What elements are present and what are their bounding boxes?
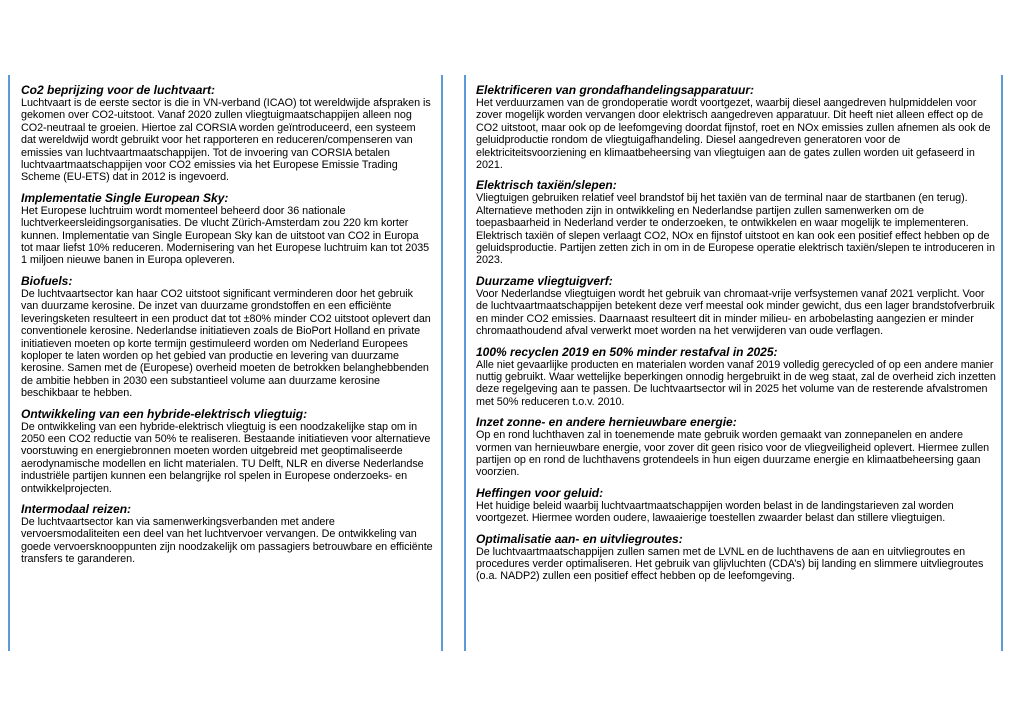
left-column bbox=[21, 84, 433, 574]
section-heading: Co2 beprijzing voor de luchtvaart: bbox=[21, 83, 216, 97]
middle-rule-left bbox=[441, 75, 443, 651]
section-heading: Ontwikkeling van een hybride-elektrisch vliegtuig: bbox=[21, 406, 308, 421]
section-text: De luchtvaartmaatschappijen zullen samen met de LVNL en de luchthavens de aan en uitvliegroutes en procedures verder optimaliseren. Het gebruik van glijvluchten (CDA’s) bij landing en slimmere uitvliegroutes (o.a. NADP2) zullen een positief effect hebben op de leefomgeving. bbox=[476, 545, 984, 583]
section-text: Het Europese luchtruim wordt momenteel beheerd door 36 nationale luchtverkeersleidingsorganisaties. De vlucht Zürich-Amsterdam zou 220 km korter kunnen. Implementatie van Single European Sky kan de uitstoot van CO2 in Europa tot maar liefst 10% reduceren. Modernisering van het Europese luchtruim kan tot 2035 1 miljoen nieuwe banen in Europa opleveren. bbox=[21, 204, 430, 267]
section-single-european-sky bbox=[21, 192, 433, 267]
section-heading: Elektrificeren van grondafhandelingsapparatuur: bbox=[476, 83, 755, 97]
section-heading: Heffingen voor geluid: bbox=[476, 485, 604, 500]
section-intermodaal-reizen bbox=[21, 503, 433, 566]
section-text: Het huidige beleid waarbij luchtvaartmaatschappijen worden belast in de landingstarieven zal worden voortgezet. Hiermee worden oudere, lawaaierige toestellen zwaarder belast dan stillere vliegtuigen. bbox=[476, 499, 954, 525]
section-biofuels bbox=[21, 275, 433, 400]
section-text: Alle niet gevaarlijke producten en materialen worden vanaf 2019 volledig gerecycled of op een andere manier nuttig gebruikt. Waar wettelijke beperkingen onnodig hergebruikt in de weg staat, zal de overheid zich inzetten deze regelgeving aan te passen. De luchtvaartsector wil in 2025 het volume van de resterende afvalstromen met 50% reduceren t.o.v. 2010. bbox=[476, 358, 996, 408]
section-elektrisch-taxien bbox=[476, 179, 996, 266]
section-text: Voor Nederlandse vliegtuigen wordt het gebruik van chromaat-vrije verfsystemen vanaf 2021 verplicht. Voor de luchtvaartmaatschappijen betekent deze verf meestal ook minder gewicht, dus een lager brandstofverbruik en minder CO2 emissies. Daarnaast resulteert dit in minder milieu- en arbobelasting aangezien er minder chromaathoudend afval verwerkt moet worden na het verwijderen van oude verflagen. bbox=[476, 287, 995, 338]
right-column-rule bbox=[1001, 75, 1003, 651]
section-text: De luchtvaartsector kan via samenwerkingsverbanden met andere vervoersmodaliteiten een deel van het luchtvervoer vervangen. De ontwikkeling van goede vervoersknooppunten zijn noodzakelijk om passagiers betrouwbare en efficiënte transfers te garanderen. bbox=[21, 515, 433, 566]
section-text: Op en rond luchthaven zal in toenemende mate gebruik worden gemaakt van zonnepanelen en andere vormen van hernieuwbare energie, voor zover dit geen risico voor de vliegveiligheid oplevert. Hiermee zullen partijen op en rond de luchthavens grotendeels in hun eigen duurzame energie en klimaatbeheersing gaan voorzien. bbox=[476, 429, 990, 479]
section-text: De ontwikkeling van een hybride-elektrisch vliegtuig is een noodzakelijke stap om in 2050 een CO2 reductie van 50% te realiseren. Bestaande initiatieven voor alternatieve voorstuwing en energiebronnen moeten worden uitgebreid met geoptimaliseerde aerodynamische modellen en licht materialen. TU Delft, NLR en diverse Nederlandse industriële partijen kunnen een belangrijke rol spelen in Europese onderzoeks- en ontwikkelprojecten. bbox=[21, 420, 431, 495]
section-vliegtuigverf bbox=[476, 275, 996, 338]
section-hernieuwbare-energie bbox=[476, 416, 996, 479]
section-heading: Duurzame vliegtuigverf: bbox=[476, 273, 613, 288]
section-text: De luchtvaartsector kan haar CO2 uitstoot significant verminderen door het gebruik van duurzame kerosine. De inzet van duurzame grondstoffen en een efficiënte leveringsketen resulteert in een product dat tot ±80% minder CO2 uitstoot oplevert dan conventionele kerosine. Nederlandse initiatieven zoals de BioPort Holland en private initiatieven moeten op korte termijn gestimuleerd worden om Nederland Europees koploper te laten worden op het gebied van productie en levering van duurzame kerosine. Samen met de (Europese) overheid moeten de betrokken belanghebbenden de ambitie hebben in 2030 een substantieel volume aan duurzame kerosine beschikbaar te hebben. bbox=[21, 287, 431, 400]
left-column-rule bbox=[8, 75, 10, 651]
section-co2-beprijzing bbox=[21, 84, 433, 184]
section-text: Het verduurzamen van de grondoperatie wordt voortgezet, waarbij diesel aangedreven hulpmiddelen voor zover mogelijk worden vervangen door elektrisch aangedreven apparatuur. Dit heeft niet alleen effect op de CO2 uitstoot, maar ook op de leefomgeving doordat fijnstof, roet en NOx emissies zullen afnemen als ook de geluidproductie rondom de vliegtuigafhandeling. Diesel aangedreven generatoren voor de elektriciteitsvoorziening en klimaatbeheersing van vliegtuigen aan de gates zullen worden uit gefaseerd in 2021. bbox=[476, 97, 991, 172]
section-heading: Biofuels: bbox=[21, 273, 73, 288]
section-recyclen bbox=[476, 346, 996, 409]
section-heading: Elektrisch taxiën/slepen: bbox=[476, 178, 617, 193]
section-heading: Inzet zonne- en andere hernieuwbare energie: bbox=[476, 415, 737, 430]
section-heading: Intermodaal reizen: bbox=[21, 501, 132, 516]
section-text: Vliegtuigen gebruiken relatief veel brandstof bij het taxiën van de terminal naar de startbanen (en terug). Alternatieve methoden zijn in ontwikkeling en Nederlandse partijen zullen samenwerken om de toepasbaarheid in Nederland verder te onderzoeken, te ontwikkelen en waar mogelijk te implementeren. Elektrisch taxiën of slepen verlaagt CO2, NOx en fijnstof uitstoot en kan ook een positief effect hebben op de geluidsproductie. Partijen zetten zich in om in de Europese operatie elektrisch taxiën/slepen te introduceren in 2023. bbox=[476, 192, 995, 267]
section-heading: Optimalisatie aan- en uitvliegroutes: bbox=[476, 531, 683, 546]
middle-rule-right bbox=[464, 75, 466, 651]
section-heading: Implementatie Single European Sky: bbox=[21, 190, 229, 205]
section-vliegroutes bbox=[476, 533, 996, 583]
section-grondafhandeling bbox=[476, 84, 996, 171]
section-heffingen-geluid bbox=[476, 487, 996, 525]
right-column bbox=[476, 84, 996, 591]
section-hybride-elektrisch bbox=[21, 408, 433, 495]
section-text: Luchtvaart is de eerste sector is die in VN-verband (ICAO) tot wereldwijde afspraken is gekomen over CO2-uitstoot. Vanaf 2020 zullen vliegtuigmaatschappijen alleen nog CO2-neutraal te groeien. Hiertoe zal CORSIA worden geïntroduceerd, een systeem dat wereldwijd wordt gebruikt voor het rapporteren en reduceren/compenseren van emissies van luchtvaartmaatschappijen. Tot de invoering van CORSIA betalen luchtvaartmaatschappijen voor CO2 emissies via het Europese Emissie Trading Scheme (EU-ETS) dat in 2012 is ingevoerd. bbox=[21, 97, 431, 184]
section-heading: 100% recyclen 2019 en 50% minder restafval in 2025: bbox=[476, 344, 778, 359]
